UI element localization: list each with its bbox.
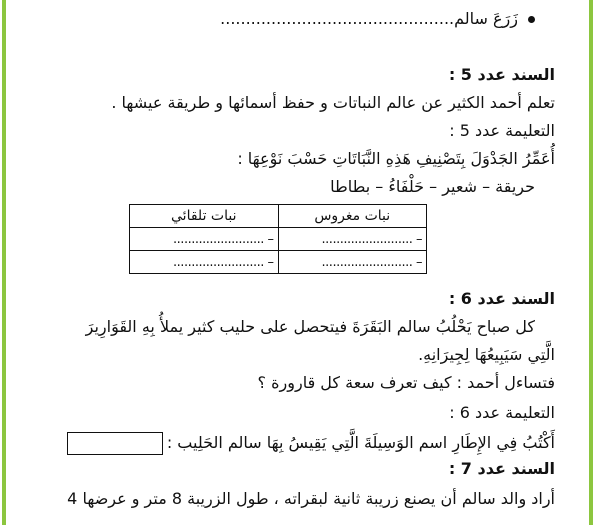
instruction-text: أُعَمِّرُ الجَدْوَلَ بِتَصْنِيفِ هَذِهِ النَّبَاتَاتِ حَسْبَ نَوْعِهَا : (237, 149, 555, 168)
table-cell[interactable]: – ......................... (130, 251, 279, 274)
section-heading: السند عدد 6 : (448, 289, 555, 308)
classification-table (129, 204, 427, 274)
green-border-left (2, 0, 6, 525)
paragraph: أراد والد سالم أن يصنع زريبة ثانية لبقراته ، طول الزريبة 8 متر و عرضها 4 (67, 489, 555, 508)
section-heading: السند عدد 5 : (448, 65, 555, 84)
paragraph: كل صباح يَحْلُبُ سالم البَقَرَةَ فيتحصل على حليب كثير يملأُ بِهِ القَوَارِيرَ (85, 317, 535, 336)
table-header: نبات مغروس (278, 205, 427, 228)
section-heading: السند عدد 7 : (448, 459, 555, 478)
instruction-heading: التعليمة عدد 5 : (449, 121, 555, 140)
answer-box[interactable] (67, 432, 163, 455)
list-item (220, 8, 535, 30)
green-border-right (589, 0, 593, 525)
bullet-icon (528, 16, 535, 23)
paragraph: الَّتِي سَيَبِيعُهَا لِجِيرَانِهِ. (418, 345, 555, 364)
paragraph: تعلم أحمد الكثير عن عالم النباتات و حفظ أسمائها و طريقة عيشها . (111, 93, 555, 112)
list-item-text: زَرَعَ سالم.............................................. (220, 9, 518, 28)
table-header: نبات تلقائي (130, 205, 279, 228)
worksheet-page (18, 0, 555, 525)
question-text: فتساءل أحمد : كيف تعرف سعة كل قارورة ؟ (257, 373, 555, 392)
word-list: حريقة – شعير – حَلْفَاءُ – بطاطا (330, 177, 535, 196)
table-cell[interactable]: – ......................... (278, 251, 427, 274)
table-cell[interactable]: – ......................... (278, 228, 427, 251)
table-cell[interactable]: – ......................... (130, 228, 279, 251)
instruction-row (67, 432, 555, 455)
instruction-text: أَكْتُبُ فِي الإِطَارِ اسم الوَسِيلَةَ الَّتِي يَقِيسُ بِهَا سالم الحَلِيب : (166, 433, 555, 452)
instruction-heading: التعليمة عدد 6 : (449, 403, 555, 422)
